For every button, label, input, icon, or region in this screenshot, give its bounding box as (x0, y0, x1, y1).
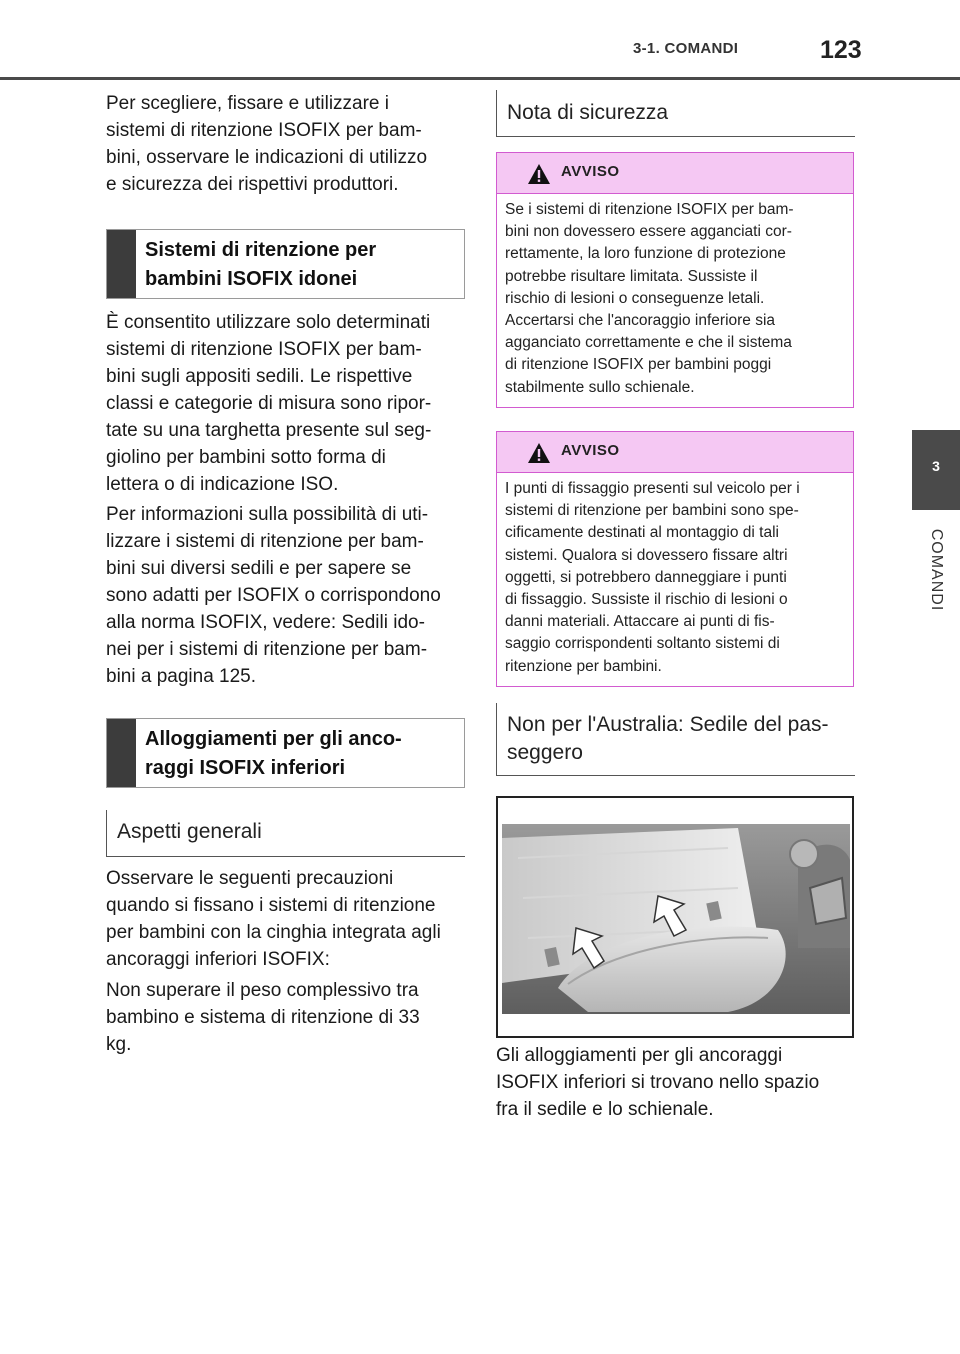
warning-triangle-icon (527, 442, 551, 469)
warning-title: AVVISO (561, 163, 620, 180)
text-line: Gli alloggiamenti per gli ancoraggi (496, 1045, 783, 1066)
warning-line: sistemi. Qualora si dovessero fissare altri (505, 546, 788, 564)
text-line: giolino per bambini sotto forma di (106, 447, 386, 468)
warning-line: Se i sistemi di ritenzione ISOFIX per bam- (505, 201, 794, 218)
warning-line: ritenzione per bambini. (505, 657, 662, 675)
warning-line: cificamente destinati al montaggio di tali (505, 524, 779, 542)
heading-bar (107, 719, 136, 787)
warning-line: danni materiali. Attaccare ai punti di fis- (505, 613, 775, 631)
heading-line: Sistemi di ritenzione per (145, 239, 377, 261)
text-line: sono adatti per ISOFIX o corrispondono (106, 585, 441, 606)
heading-bar (107, 230, 136, 298)
text-line: Per scegliere, fissare e utilizzare i (106, 93, 389, 114)
warning-line: rischio di lesioni o conseguenze letali. (505, 289, 765, 307)
subheading-line: seggero (507, 741, 583, 764)
warning-title: AVVISO (561, 442, 620, 459)
text-line: fra il sedile e lo schienale. (496, 1099, 714, 1120)
intro-paragraph (106, 90, 427, 198)
subheading-text (117, 818, 262, 846)
text-line: Non superare il peso complessivo tra (106, 980, 419, 1001)
paragraph-precautions (106, 865, 441, 973)
warning-header (497, 432, 853, 473)
section-heading-lower-anchors (106, 718, 465, 788)
text-line: lizzare i sistemi di ritenzione per bam- (106, 531, 424, 552)
section-title: 3-1. COMANDI (633, 40, 739, 57)
text-line: tate su una targhetta presente sul seg- (106, 420, 432, 441)
warning-line: potrebbe risultare limitata. Sussiste il (505, 267, 758, 285)
warning-line: sistemi di ritenzione per bambini sono spe- (505, 502, 799, 520)
text-line: bini, osservare le indicazioni di utilizzo (106, 147, 428, 168)
heading-line: raggi ISOFIX inferiori (145, 757, 346, 779)
text-line: sistemi di ritenzione ISOFIX per bam- (106, 339, 422, 360)
text-line: sistemi di ritenzione ISOFIX per bam- (106, 120, 422, 141)
text-line: ancoraggi inferiori ISOFIX: (106, 949, 330, 970)
warning-line: saggio corrispondenti soltanto sistemi di (505, 635, 780, 653)
warning-line: agganciato correttamente e che il sistema (505, 334, 792, 352)
warning-line: rettamente, la loro funzione di protezione (505, 245, 786, 263)
text-line: Osservare le seguenti precauzioni (106, 868, 394, 889)
heading-line: bambini ISOFIX idonei (145, 268, 358, 290)
subheading-passenger-seat (496, 703, 855, 776)
text-line: bini a pagina 125. (106, 666, 257, 687)
text-line: Per informazioni sulla possibilità di uti- (106, 504, 429, 525)
subheading-text (507, 711, 829, 767)
subheading-text (507, 99, 668, 127)
text-line: e sicurezza dei rispettivi produttori. (106, 174, 399, 195)
warning-line: Accertarsi che l'ancoraggio inferiore sia (505, 312, 776, 330)
text-line: lettera o di indicazione ISO. (106, 474, 339, 495)
chapter-label: COMANDI (928, 528, 945, 612)
heading-text (145, 725, 402, 783)
text-line: bini sugli appositi sedili. Le rispettive (106, 366, 413, 387)
warning-line: di ritenzione ISOFIX per bambini poggi (505, 356, 772, 374)
heading-line: Alloggiamenti per gli anco- (145, 728, 402, 750)
warning-box-2 (496, 431, 854, 687)
page-number: 123 (820, 36, 862, 64)
warning-header (497, 153, 853, 194)
text-line: quando si fissano i sistemi di ritenzione (106, 895, 436, 916)
text-line: nei per i sistemi di ritenzione per bam- (106, 639, 428, 660)
warning-triangle-icon (527, 163, 551, 190)
warning-box-1 (496, 152, 854, 408)
warning-text (505, 478, 800, 678)
text-line: bini sui diversi sedili e per sapere se (106, 558, 412, 579)
chapter-number: 3 (932, 458, 940, 474)
section-heading-isofix-systems (106, 229, 465, 299)
warning-line: di fissaggio. Sussiste il rischio di lesioni o (505, 591, 788, 609)
heading-text (145, 236, 376, 294)
text-line: per bambini con la cinghia integrata agli (106, 922, 441, 943)
paragraph-allowed-systems (106, 309, 431, 498)
paragraph-weight-limit (106, 977, 420, 1058)
text-line: ISOFIX inferiori si trovano nello spazio (496, 1072, 820, 1093)
warning-line: stabilmente sullo schienale. (505, 378, 695, 396)
text-line: È consentito utilizzare solo determinati (106, 312, 431, 333)
subheading-line: Nota di sicurezza (507, 101, 669, 124)
text-line: alla norma ISOFIX, vedere: Sedili ido- (106, 612, 425, 633)
text-line: classi e categorie di misura sono ripor- (106, 393, 432, 414)
subheading-line: Aspetti generali (117, 820, 262, 843)
warning-line: oggetti, si potrebbero danneggiare i punti (505, 568, 787, 586)
text-line: bambino e sistema di ritenzione di 33 (106, 1007, 420, 1028)
subheading-line: Non per l'Australia: Sedile del pas- (507, 713, 829, 736)
illustration-caption (496, 1042, 819, 1123)
warning-line: bini non dovessero essere agganciati cor- (505, 223, 792, 241)
subheading-safety-note (496, 90, 855, 137)
seat-illustration (498, 798, 852, 1036)
subheading-general (106, 810, 465, 857)
header-rule (0, 77, 960, 80)
text-line: kg. (106, 1034, 132, 1055)
paragraph-seat-info (106, 501, 441, 690)
warning-text (505, 199, 794, 399)
seat-anchor-illustration (496, 796, 854, 1038)
chapter-tab (912, 430, 960, 510)
warning-line: I punti di fissaggio presenti sul veicolo per i (505, 480, 800, 497)
